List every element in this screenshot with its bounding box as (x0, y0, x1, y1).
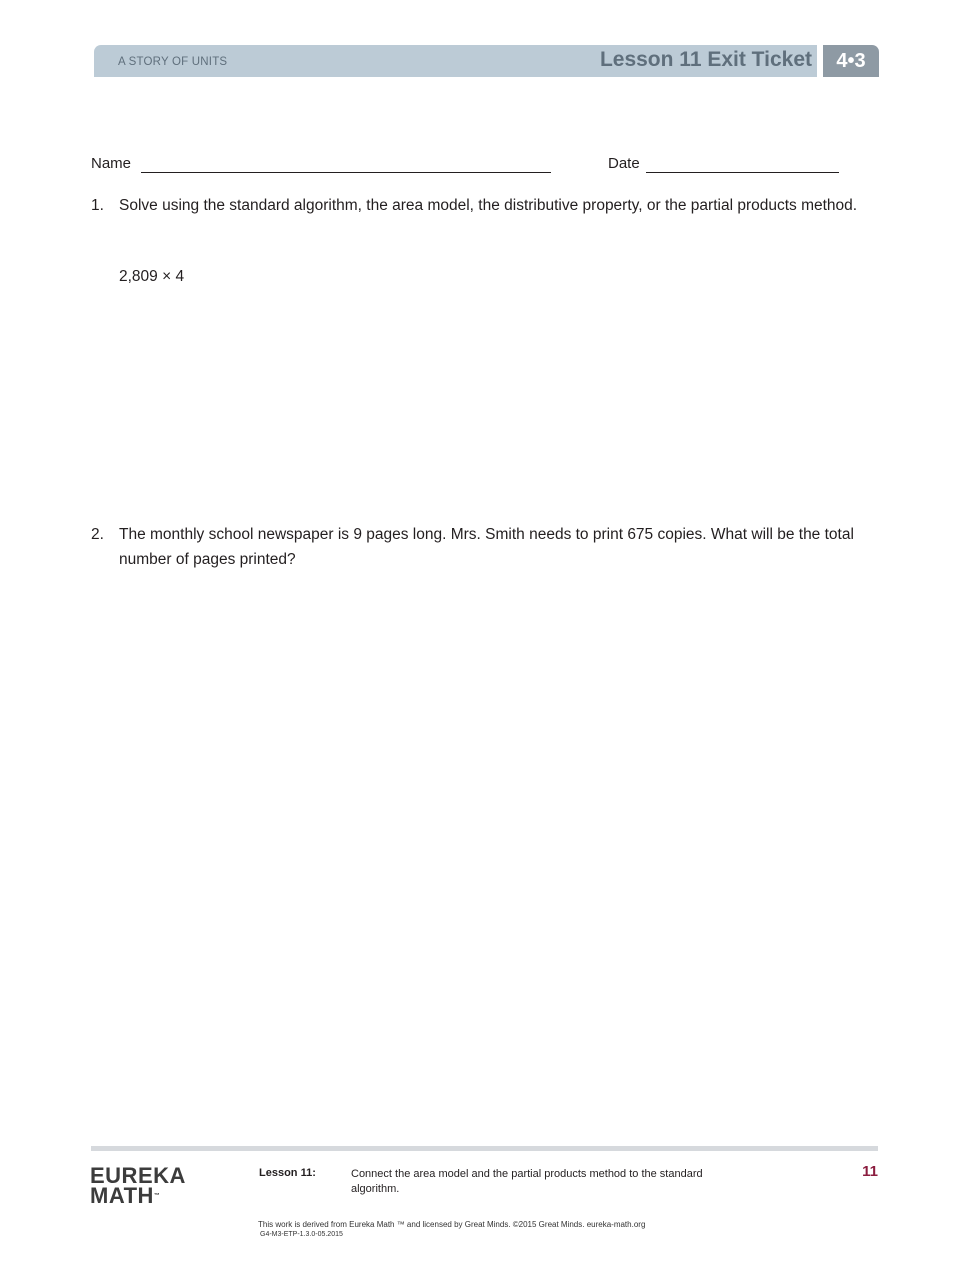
name-label: Name (91, 155, 132, 172)
logo-line-1: EUREKA (90, 1163, 186, 1188)
problem-text: The monthly school newspaper is 9 pages long. Mrs. Smith needs to print 675 copies. What will be the total number of pages printed? (119, 526, 854, 568)
footer-lesson-description: Connect the area model and the partial products method to the standard algorithm. (351, 1168, 703, 1195)
lesson-title: Lesson 11 Exit Ticket (599, 48, 812, 71)
footer-divider (91, 1146, 878, 1151)
problem-1-expression: 2,809 × 4 (119, 268, 185, 285)
problem-1 (91, 193, 871, 218)
date-label: Date (608, 155, 640, 172)
problem-2 (91, 522, 871, 572)
name-field[interactable] (141, 172, 551, 173)
document-code: G4-M3-ETP-1.3.0-05.2015 (260, 1231, 343, 1238)
module-badge: 4•3 (823, 45, 879, 77)
problem-number: 1. (91, 197, 104, 214)
eureka-math-logo (90, 1163, 186, 1208)
problem-number: 2. (91, 526, 104, 543)
page-number: 11 (862, 1163, 878, 1180)
problem-text: Solve using the standard algorithm, the area model, the distributive property, or the partial products method. (119, 197, 858, 214)
footer-lesson-label: Lesson 11: (259, 1167, 316, 1179)
license-text: This work is derived from Eureka Math ™ and licensed by Great Minds. ©2015 Great Minds. eureka-math.org (258, 1220, 646, 1229)
date-field[interactable] (646, 172, 839, 173)
series-name: A STORY OF UNITS (118, 56, 228, 68)
logo-line-2: MATH™ (90, 1183, 161, 1208)
